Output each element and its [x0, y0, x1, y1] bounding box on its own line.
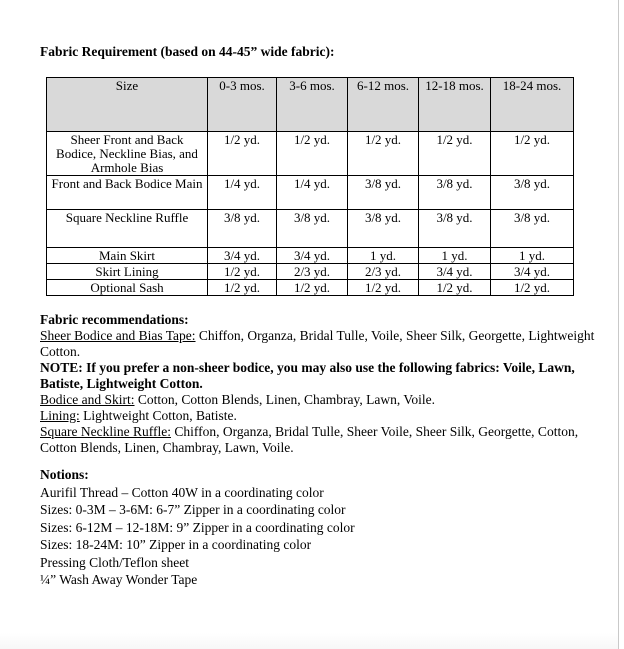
page-bottom-shadow: [0, 633, 618, 649]
table-header-row: [47, 78, 574, 132]
fabric-recommendations-section: [40, 312, 606, 456]
cell-value: 1 yd.: [348, 248, 419, 264]
column-header-size: Size: [47, 78, 208, 132]
page-title: Fabric Requirement (based on 44-45” wide fabric):: [40, 44, 335, 59]
cell-value: 3/4 yd.: [419, 264, 491, 280]
table-row: [47, 176, 574, 210]
recommendation-note: NOTE: If you prefer a non-sheer bodice, you may also use the following fabrics: Voile, Lawn, Batiste, Lightweight Cotton.: [40, 360, 575, 391]
cell-value: 3/8 yd.: [491, 210, 574, 248]
column-header-3-6: 3-6 mos.: [277, 78, 348, 132]
cell-value: 3/8 yd.: [348, 176, 419, 210]
recommendations-heading: Fabric recommendations:: [40, 312, 189, 327]
table-row: [47, 210, 574, 248]
row-label: Skirt Lining: [47, 264, 208, 280]
notions-section: [40, 467, 606, 588]
cell-value: 3/8 yd.: [419, 176, 491, 210]
document-content: [40, 44, 606, 590]
notion-zipper-small: Sizes: 0-3M – 3-6M: 6-7” Zipper in a coordinating color: [40, 502, 346, 517]
cell-value: 1/2 yd.: [419, 132, 491, 176]
cell-value: 3/4 yd.: [277, 248, 348, 264]
row-label: Sheer Front and Back Bodice, Neckline Bias, and Armhole Bias: [47, 132, 208, 176]
table-row: [47, 280, 574, 296]
cell-value: 1/4 yd.: [277, 176, 348, 210]
cell-value: 1/2 yd.: [419, 280, 491, 296]
cell-value: 1 yd.: [419, 248, 491, 264]
row-label: Front and Back Bodice Main: [47, 176, 208, 210]
notion-wonder-tape: ¼” Wash Away Wonder Tape: [40, 572, 198, 587]
cell-value: 3/4 yd.: [491, 264, 574, 280]
row-label: Main Skirt: [47, 248, 208, 264]
notion-thread: Aurifil Thread – Cotton 40W in a coordinating color: [40, 484, 324, 500]
cell-value: 1/2 yd.: [491, 280, 574, 296]
cell-value: 3/8 yd.: [277, 210, 348, 248]
row-label: Square Neckline Ruffle: [47, 210, 208, 248]
cell-value: 3/8 yd.: [419, 210, 491, 248]
cell-value: 1/2 yd.: [208, 132, 277, 176]
cell-value: 1/2 yd.: [208, 264, 277, 280]
cell-value: 3/8 yd.: [208, 210, 277, 248]
cell-value: 1/2 yd.: [277, 280, 348, 296]
column-header-0-3: 0-3 mos.: [208, 78, 277, 132]
page-edge-line: [618, 0, 619, 649]
cell-value: 1/2 yd.: [208, 280, 277, 296]
cell-value: 1/2 yd.: [348, 280, 419, 296]
notion-zipper-large: Sizes: 18-24M: 10” Zipper in a coordinating color: [40, 537, 312, 552]
column-header-18-24: 18-24 mos.: [491, 78, 574, 132]
cell-value: 2/3 yd.: [348, 264, 419, 280]
fabric-requirement-table: [46, 77, 574, 296]
recommendation-lining: Lining: Lightweight Cotton, Batiste.: [40, 408, 237, 423]
cell-value: 2/3 yd.: [277, 264, 348, 280]
cell-value: 3/8 yd.: [491, 176, 574, 210]
column-header-12-18: 12-18 mos.: [419, 78, 491, 132]
cell-value: 1/2 yd.: [277, 132, 348, 176]
cell-value: 1 yd.: [491, 248, 574, 264]
table-row: [47, 132, 574, 176]
row-label: Optional Sash: [47, 280, 208, 296]
recommendation-sheer-bodice: Sheer Bodice and Bias Tape: Chiffon, Organza, Bridal Tulle, Voile, Sheer Silk, Georgette, Lightweight Cotton.: [40, 328, 595, 359]
notion-pressing-cloth: Pressing Cloth/Teflon sheet: [40, 554, 190, 570]
cell-value: 3/8 yd.: [348, 210, 419, 248]
table-row: [47, 264, 574, 280]
column-header-6-12: 6-12 mos.: [348, 78, 419, 132]
cell-value: 1/2 yd.: [348, 132, 419, 176]
cell-value: 1/2 yd.: [491, 132, 574, 176]
recommendation-bodice-skirt: Bodice and Skirt: Cotton, Cotton Blends, Linen, Chambray, Lawn, Voile.: [40, 392, 435, 407]
notions-heading: Notions:: [40, 467, 89, 482]
cell-value: 3/4 yd.: [208, 248, 277, 264]
cell-value: 1/4 yd.: [208, 176, 277, 210]
table-row: [47, 248, 574, 264]
recommendation-ruffle: Square Neckline Ruffle: Chiffon, Organza, Bridal Tulle, Sheer Voile, Sheer Silk, Georgette, Cotton, Cotton Blends, Linen, Chambray, Lawn, Voile.: [40, 424, 579, 455]
notion-zipper-medium: Sizes: 6-12M – 12-18M: 9” Zipper in a coordinating color: [40, 519, 355, 535]
